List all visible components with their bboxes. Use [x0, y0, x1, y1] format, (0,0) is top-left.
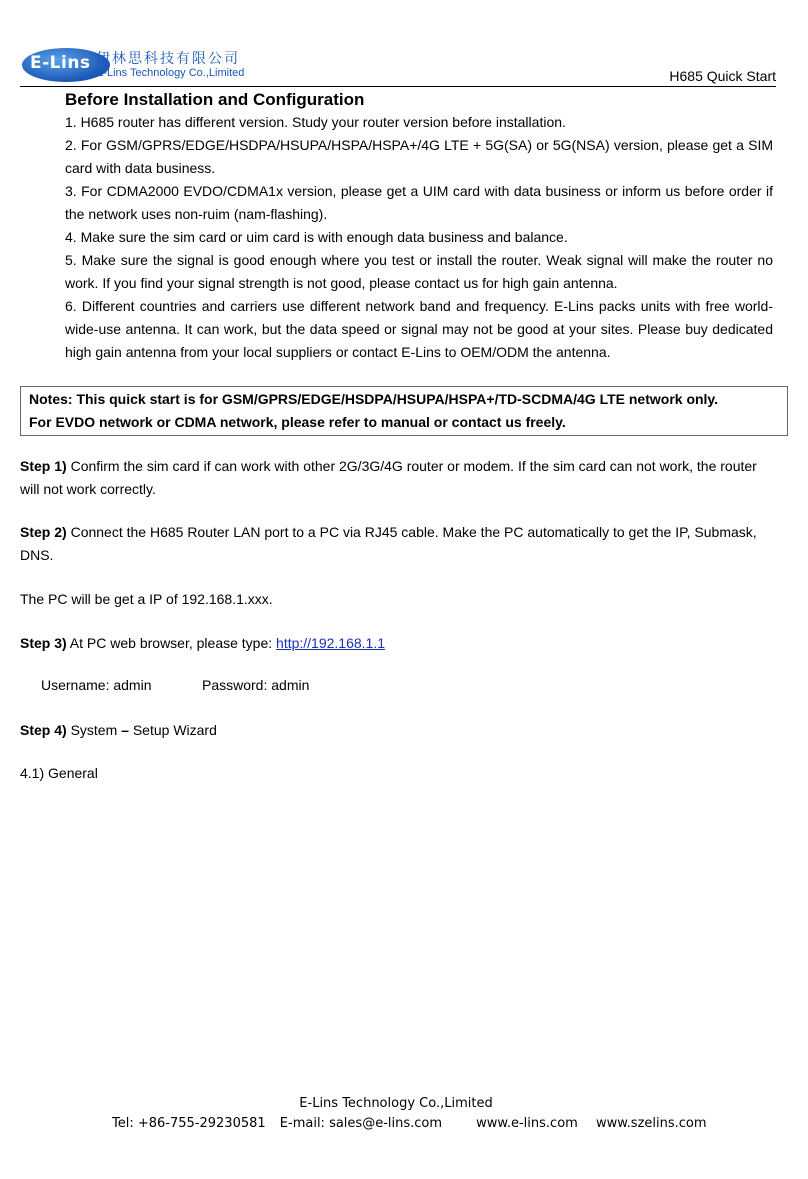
footer-website-1[interactable]: www.e-lins.com — [476, 1116, 578, 1131]
footer-tel: Tel: +86-755-29230581 — [112, 1116, 266, 1131]
page-header — [20, 38, 776, 88]
section-title: Before Installation and Configuration — [65, 90, 365, 109]
step-4 — [20, 719, 770, 742]
company-logo — [20, 42, 260, 86]
step-1 — [20, 455, 770, 501]
preinstall-list — [65, 111, 773, 364]
password-text: Password: admin — [202, 677, 310, 693]
footer-contacts — [112, 1116, 712, 1131]
step-label: Step 1) — [20, 458, 67, 474]
footer-email[interactable]: E-mail: sales@e-lins.com — [279, 1116, 443, 1131]
subsection-4-1 — [20, 762, 770, 785]
step-3 — [20, 632, 770, 655]
step-text: System — [66, 722, 122, 738]
logo-english-name: E-Lins Technology Co.,Limited — [96, 67, 245, 79]
step-label: Step 4) — [20, 722, 67, 738]
list-item: 2. For GSM/GPRS/EDGE/HSDPA/HSUPA/HSPA/HSPA+/4G LTE + 5G(SA) or 5G(NSA) version, please get a SIM card with data business. — [65, 137, 773, 176]
step-dash: – — [121, 722, 129, 738]
step-text: Connect the H685 Router LAN port to a PC via RJ45 cable. Make the PC automatically to get the IP, Submask, DNS. — [20, 524, 757, 563]
footer-website-2[interactable]: www.szelins.com — [595, 1116, 707, 1131]
notes-line: For EVDO network or CDMA network, please refer to manual or contact us freely. — [29, 414, 566, 430]
list-item: 1. H685 router has different version. Study your router version before installation. — [65, 114, 566, 130]
logo-chinese-name: 伊林思科技有限公司 — [96, 51, 240, 67]
username-text: Username: admin — [41, 677, 152, 693]
ip-note-text: The PC will be get a IP of 192.168.1.xxx. — [20, 591, 273, 607]
step-text: At PC web browser, please type: — [66, 635, 277, 651]
notes-box — [20, 386, 788, 436]
step-label: Step 2) — [20, 524, 67, 540]
list-item: 3. For CDMA2000 EVDO/CDMA1x version, please get a UIM card with data business or inform us before order if the network uses non-ruim (nam-flashing). — [65, 183, 773, 222]
logo-mark-text: E-Lins — [30, 53, 91, 73]
list-item: 6. Different countries and carriers use different network band and frequency. E-Lins packs units with free world-wide-use antenna. It can work, but the data speed or signal may not be good at your sites. Please buy dedicated high gain antenna from your local suppliers or contact E-Lins to OEM/ODM the antenna. — [65, 298, 773, 360]
header-divider — [20, 86, 776, 87]
footer-company: E-Lins Technology Co.,Limited — [299, 1096, 493, 1111]
step-text: Setup Wizard — [128, 722, 217, 738]
notes-line: Notes: This quick start is for GSM/GPRS/EDGE/HSDPA/HSUPA/HSPA+/TD-SCDMA/4G LTE network only. — [29, 391, 719, 407]
document-title: H685 Quick Start — [669, 68, 776, 84]
pc-ip-note — [20, 588, 770, 611]
list-item: 4. Make sure the sim card or uim card is with enough data business and balance. — [65, 229, 568, 245]
list-item: 5. Make sure the signal is good enough where you test or install the router. Weak signal will make the router no work. If you find your signal strength is not good, please contact us for high gain antenna. — [65, 252, 773, 291]
step-label: Step 3) — [20, 635, 67, 651]
step-text: Confirm the sim card if can work with other 2G/3G/4G router or modem. If the sim card can not work, the router will not work correctly. — [20, 458, 757, 497]
subsection-title: 4.1) General — [20, 765, 98, 781]
router-url-link[interactable]: http://192.168.1.1 — [276, 635, 386, 651]
step-2 — [20, 521, 770, 567]
